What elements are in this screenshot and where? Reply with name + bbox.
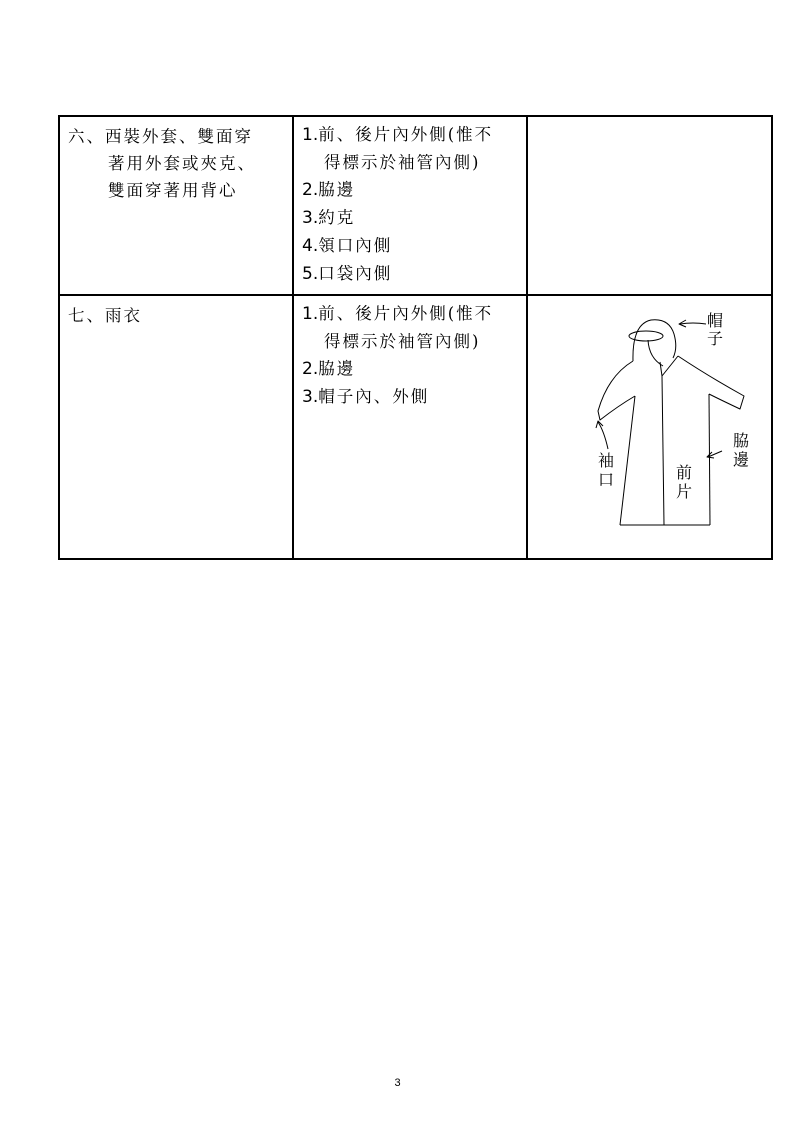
location-cell — [293, 116, 527, 295]
location-cell — [293, 295, 527, 559]
item-number: 5. — [302, 264, 319, 284]
face-opening — [648, 340, 663, 366]
table-row — [59, 116, 772, 295]
label-side-2: 邊 — [733, 450, 750, 469]
category-line: 六、西裝外套、雙面穿 — [68, 127, 253, 146]
body-left — [620, 396, 635, 525]
item-text: 脇邊 — [318, 180, 356, 199]
label-side-1: 脇 — [733, 431, 750, 450]
front-opening — [662, 376, 664, 525]
item-number: 1. — [302, 125, 319, 145]
item-text: 帽子內、外側 — [318, 387, 430, 406]
label-location-table — [58, 115, 773, 560]
list-item — [302, 232, 526, 260]
label-cuff-2: 口 — [598, 470, 615, 489]
page-number: 3 — [394, 1077, 401, 1089]
list-item — [302, 204, 526, 232]
label-hood-2: 子 — [707, 329, 724, 348]
body-right — [709, 394, 710, 525]
list-item — [302, 121, 526, 149]
label-front-2: 片 — [676, 482, 693, 501]
item-number: 3. — [302, 387, 319, 407]
raincoat-diagram — [528, 296, 771, 560]
item-text: 約克 — [318, 208, 356, 227]
label-cuff-1: 袖 — [598, 451, 615, 470]
category-line: 著用外套或夾克、 — [108, 154, 256, 173]
figure-cell-empty — [527, 116, 772, 295]
hood-brim — [629, 331, 663, 341]
item-continuation: 得標示於袖管內側) — [324, 153, 481, 172]
item-text: 領口內側 — [318, 236, 393, 255]
raincoat-figure-cell — [527, 295, 772, 559]
item-continuation: 得標示於袖管內側) — [324, 332, 481, 351]
list-item — [302, 260, 526, 288]
list-item — [302, 176, 526, 204]
item-number: 1. — [302, 304, 319, 324]
hood-pointer-arrow — [680, 323, 706, 324]
item-text: 口袋內側 — [318, 264, 393, 283]
right-sleeve — [678, 356, 744, 409]
item-number: 2. — [302, 180, 319, 200]
item-number: 2. — [302, 359, 319, 379]
list-item — [302, 383, 526, 411]
item-text: 前、後片內外側(惟不 — [318, 304, 494, 323]
table-row — [59, 295, 772, 559]
list-item — [302, 300, 526, 328]
list-item — [302, 355, 526, 383]
category-line: 雙面穿著用背心 — [108, 181, 238, 200]
category-cell — [59, 295, 293, 559]
label-hood-1: 帽 — [707, 311, 724, 330]
item-number: 3. — [302, 208, 319, 228]
item-text: 前、後片內外側(惟不 — [318, 125, 494, 144]
category-line: 七、雨衣 — [68, 306, 142, 325]
cuff-pointer-arrow — [598, 422, 608, 449]
item-number: 4. — [302, 236, 319, 256]
category-cell — [59, 116, 293, 295]
left-sleeve — [598, 361, 635, 420]
item-text: 脇邊 — [318, 359, 356, 378]
label-front-1: 前 — [676, 463, 693, 482]
